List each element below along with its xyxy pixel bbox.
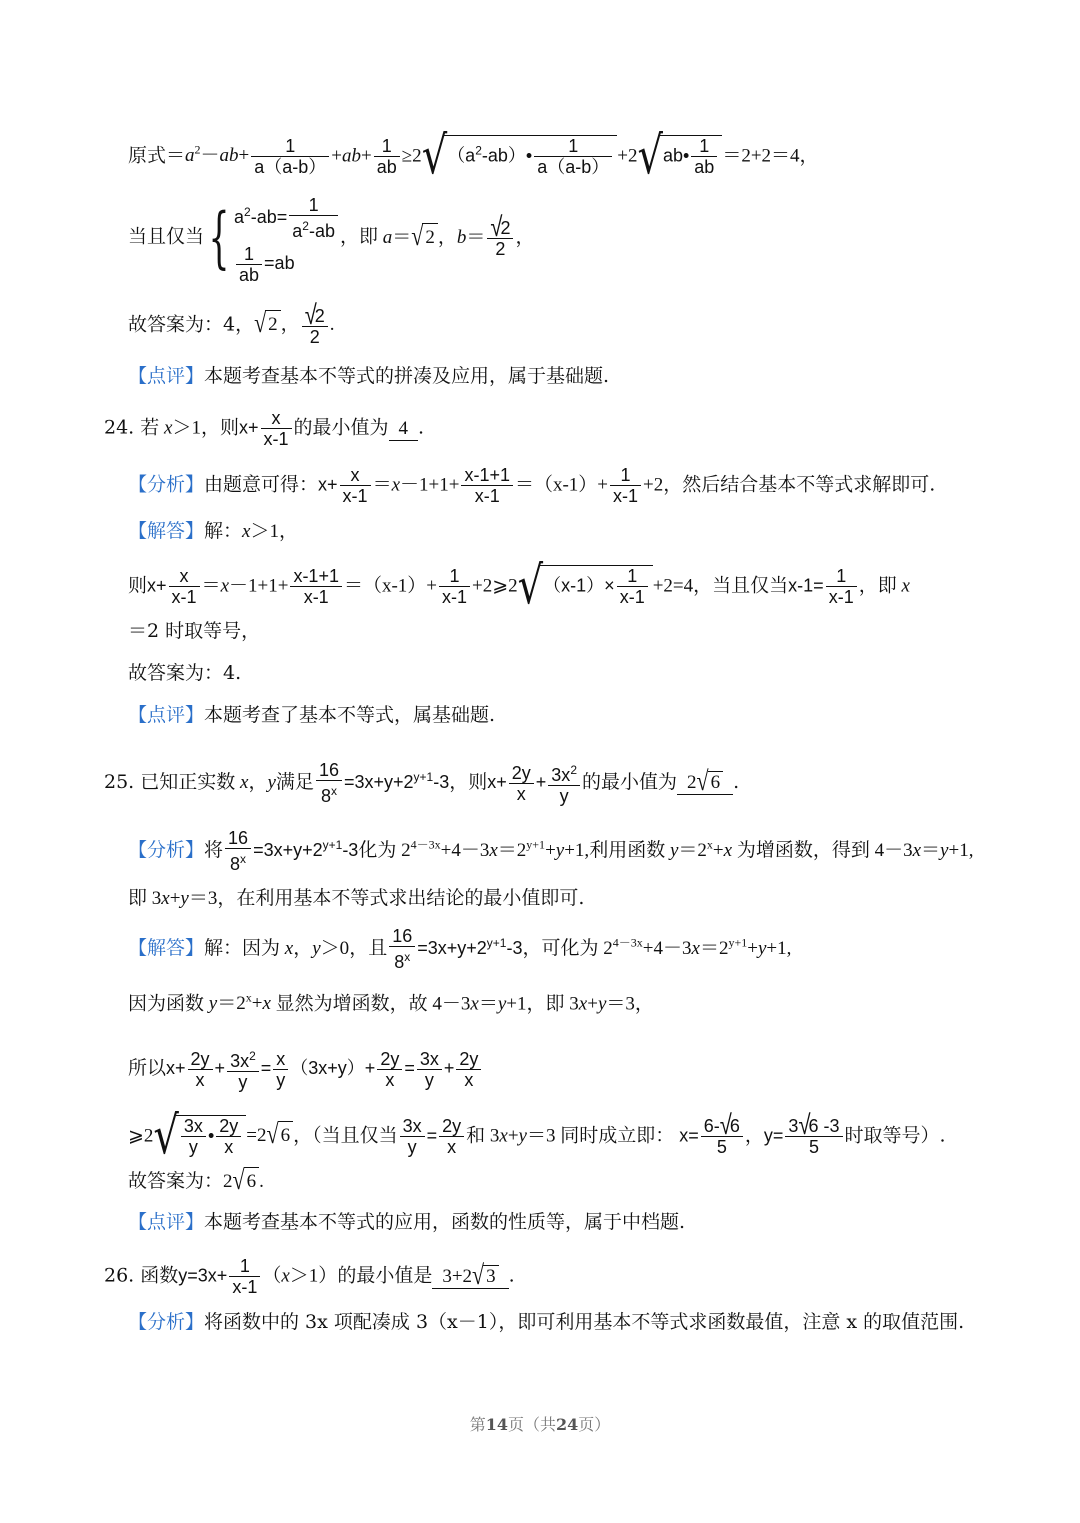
text: 将函数中的 3x 项配凑成 3（x－1），即可利用基本不等式求函数最值，注意 x 的取值范围. bbox=[204, 1311, 965, 1333]
text: ，即 bbox=[526, 992, 565, 1015]
comment-tag: 【点评】 bbox=[128, 1211, 205, 1233]
text: 本题考查了基本不等式，属基础题. bbox=[204, 704, 496, 726]
text: ，则 bbox=[449, 771, 488, 793]
footer-text: 第 bbox=[469, 1415, 486, 1434]
page-number: 14 bbox=[485, 1415, 508, 1434]
equation-line-1: 原式$=a^2-ab+$ $\frac{1}{a(a-b)}$ +ab+ $\frac{1}{ab}$ $\ge 2√(a^2-ab)•$ $\frac{1}{a(a-b)}$ +2√ab• $\frac{1}{ab}$ ＝2+2＝4， bbox=[128, 126, 819, 187]
text: ，在利用基本不等式求出结论的最小值即可. bbox=[217, 887, 585, 909]
comment-line bbox=[128, 362, 1020, 390]
q25-final: 故答案为：2√ 6 . bbox=[128, 1163, 264, 1195]
page-footer bbox=[0, 1412, 1080, 1435]
text: ，即 bbox=[339, 225, 378, 248]
text: 同时成立即： bbox=[560, 1124, 675, 1147]
question-number: 25. bbox=[104, 771, 135, 793]
text: 故答案为：4. bbox=[128, 662, 242, 684]
text: ，即 bbox=[858, 574, 897, 597]
q24-comment bbox=[128, 701, 1020, 729]
text: 已知正实数 bbox=[140, 771, 236, 793]
text: 将 bbox=[204, 839, 224, 861]
question-24: 24. 若 x＞1，则x+ $\frac{x}{x-1}$ 的最小值为 4 . bbox=[104, 408, 425, 449]
comment-tag: 【点评】 bbox=[128, 704, 205, 726]
text: 本题考查基本不等式的拼凑及应用，属于基础题. bbox=[204, 365, 610, 387]
text: 则 bbox=[128, 574, 148, 597]
text: 本题考查基本不等式的应用，函数的性质等，属于中档题. bbox=[204, 1211, 686, 1233]
text: 满足 bbox=[275, 771, 314, 793]
question-25: 25. 已知正实数 x，y满足 $\frac{16}{8^x}$ $=3x+y+2^{y+1}-3$，则x+ $\frac{2y}{x}$ + $\frac{3x^2}{y}$ 的最小值为 2√ 6 . bbox=[104, 760, 740, 806]
text: 当且仅当 bbox=[128, 225, 205, 248]
text: 时取等号）. bbox=[844, 1124, 946, 1147]
equation-line-2: 当且仅当{ $a^2-ab=$ $\frac{1}{a^2-ab}$ $\frac{1}{ab}$ =ab ，即 a＝√ 2 ，b＝ $\frac{√2}{2}$ ， bbox=[128, 195, 535, 285]
analysis-tag: 【分析】 bbox=[128, 839, 205, 861]
question-number: 26. bbox=[104, 1264, 135, 1287]
text: 的最小值为 bbox=[293, 416, 389, 439]
text: ＝2 时取等号， bbox=[128, 620, 261, 642]
text: 若 bbox=[140, 416, 160, 439]
q25-comment bbox=[128, 1208, 1020, 1236]
answer-line: 故答案为：4，√ 2 ， $\frac{√2}{2}$ . bbox=[128, 298, 335, 347]
footer-text: 页） bbox=[578, 1415, 611, 1434]
text: 的最小值为 bbox=[582, 771, 678, 793]
q24-solution-line: 则x+ $\frac{x}{x-1}$ ＝x－1+1+ $\frac{x-1+1}{x-1}$ ＝（x-1）+ $\frac{1}{x-1}$ +2⩾2√（x-1）× $\frac{1}{x-1}$ +2=4，当且仅当x-1= $\frac{1}{x-1}$ ，即 x bbox=[128, 556, 910, 617]
q25-func-line: 因为函数 $y=2^x+x$ 显然为增函数，故 4－3x＝y+1，即 3x+y＝3， bbox=[128, 991, 654, 1015]
text: ，且 bbox=[349, 937, 388, 959]
q24-analysis: 【分析】由题意可得：x+ $\frac{x}{x-1}$ ＝x－1+1+ $\frac{x-1+1}{x-1}$ ＝（x-1）+ $\frac{1}{x-1}$ +2，然后结合基本不等式求解即可. bbox=[128, 465, 936, 506]
q24-solution-line2 bbox=[128, 617, 1020, 645]
text: 为增函数，得到 bbox=[736, 839, 870, 861]
answer-blank: 4 bbox=[389, 418, 419, 441]
q25-solution: 【解答】解：因为 x，y＞0，且 $\frac{16}{8^x}$ $=3x+y+2^{y+1}-3$，可化为 $2^{4-3x}+4-3x=2^{y+1}+y+1$, bbox=[128, 926, 792, 972]
text: 由题意可得： bbox=[204, 473, 319, 496]
text: 化为 bbox=[358, 839, 397, 861]
text: 原式＝ bbox=[128, 144, 186, 167]
analysis-tag: 【分析】 bbox=[128, 1311, 205, 1333]
q24-final bbox=[128, 659, 1020, 687]
text: 的最小值是 bbox=[337, 1264, 433, 1287]
text: ，（当且仅当 bbox=[293, 1124, 398, 1147]
page-total: 24 bbox=[556, 1415, 579, 1434]
text: 利用函数 bbox=[589, 839, 666, 861]
q25-analysis-line2: 即 3x+y＝3，在利用基本不等式求出结论的最小值即可. bbox=[128, 887, 585, 909]
q25-analysis: 【分析】将 $\frac{16}{8^x}$ $=3x+y+2^{y+1}-3$化为 $2^{4-3x}+4-3x=2^{y+1}+y+1$,利用函数 $y=2^x+x$ 为增函数，得到 4－3x＝y+1, bbox=[128, 828, 974, 874]
text: 因为函数 bbox=[128, 992, 205, 1015]
analysis-tag: 【分析】 bbox=[128, 473, 205, 496]
solution-tag: 【解答】 bbox=[128, 520, 205, 542]
comment-tag: 【点评】 bbox=[128, 365, 205, 387]
text: 和 bbox=[466, 1124, 486, 1147]
text: 故答案为： bbox=[128, 1170, 224, 1192]
text: 函数 bbox=[140, 1264, 179, 1287]
question-26: 26. 函数y=3x+ $\frac{1}{x-1}$ （x＞1）的最小值是 3+2√ 3 . bbox=[104, 1256, 515, 1297]
text: ，然后结合基本不等式求解即可. bbox=[663, 473, 936, 496]
text: 显然为增函数，故 bbox=[275, 992, 428, 1015]
text: 所以 bbox=[128, 1057, 167, 1079]
footer-text: 页（共 bbox=[507, 1415, 556, 1434]
text: ，可化为 bbox=[522, 937, 599, 959]
solution-tag: 【解答】 bbox=[128, 937, 205, 959]
text: 即 bbox=[128, 887, 148, 909]
q25-ineq-line: ⩾2√ $\frac{3x}{y}$ • $\frac{2y}{x}$ =2√ 6 ，（当且仅当 $\frac{3x}{y}$ = $\frac{2y}{x}$ 和 3x+y＝3 同时成立即： x= $\frac{6-√6}{5}$ ，y= $\frac{3√6 -3}{5}$ 时取等号）. bbox=[128, 1106, 946, 1167]
question-number: 24. bbox=[104, 416, 135, 439]
text: 解：因为 bbox=[204, 937, 281, 959]
q24-solution: 【解答】解：x＞1， bbox=[128, 520, 298, 542]
q25-so-line: 所以x+ $\frac{2y}{x}$ + $\frac{3x^2}{y}$ = $\frac{x}{y}$ （3x+y）+ $\frac{2y}{x}$ = $\frac{3x}{y}$ + $\frac{2y}{x}$ bbox=[128, 1046, 1020, 1092]
text: 故答案为：4， bbox=[128, 313, 255, 336]
text: ，则 bbox=[200, 416, 239, 439]
text: ，当且仅当 bbox=[693, 574, 789, 597]
q26-analysis bbox=[128, 1308, 1020, 1336]
text: 解： bbox=[204, 520, 243, 542]
